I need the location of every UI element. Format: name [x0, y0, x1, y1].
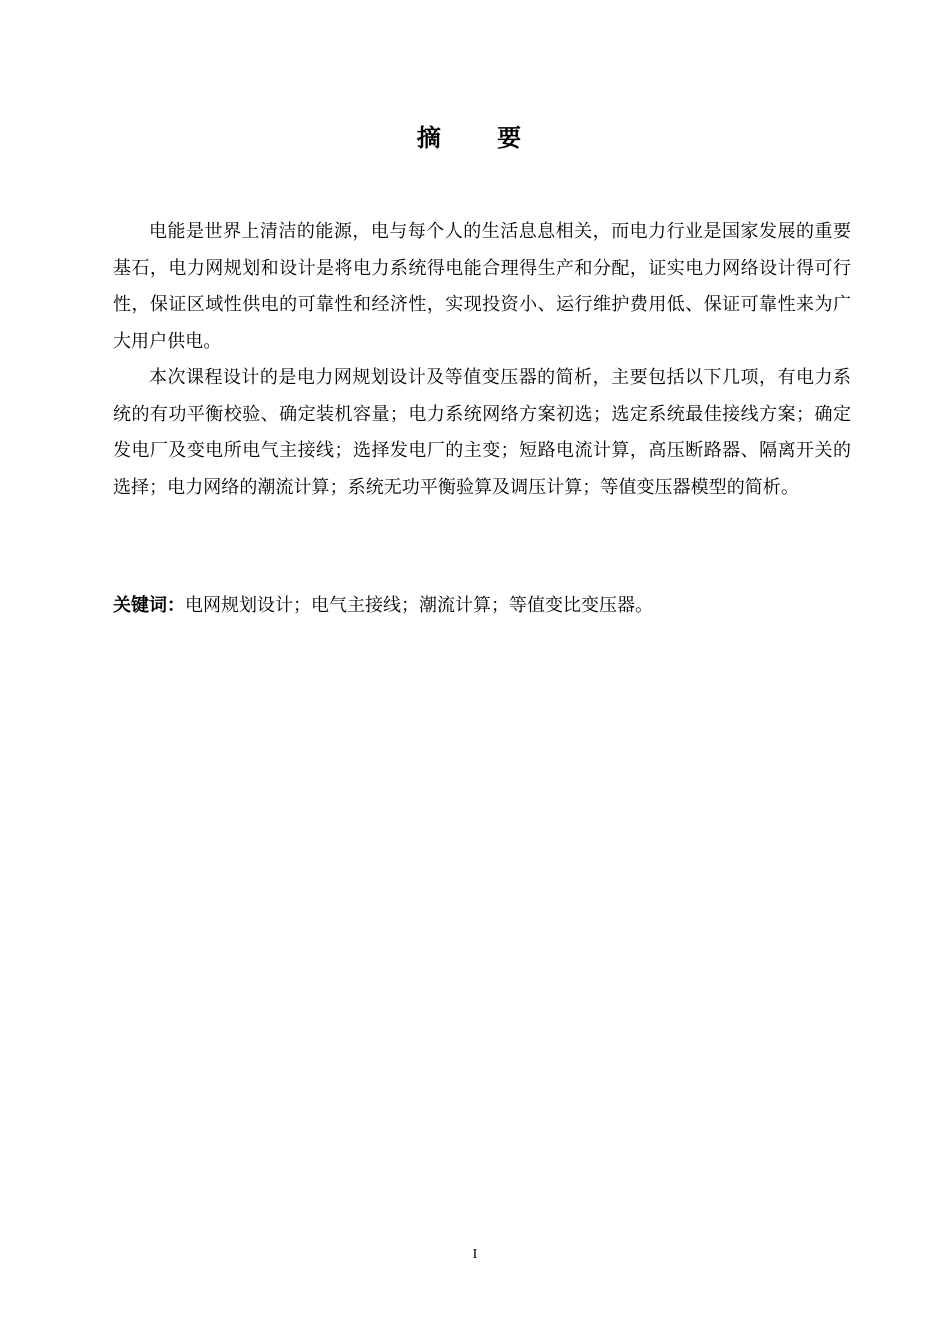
keywords-line [113, 590, 851, 622]
abstract-title: 摘 要 [416, 124, 546, 152]
page-number: I [472, 1247, 478, 1262]
keywords-label: 关键词： [113, 595, 185, 616]
keywords-text: 电网规划设计；电气主接线；潮流计算；等值变比变压器。 [185, 595, 653, 616]
abstract-body [113, 214, 851, 506]
abstract-paragraph-2: 本次课程设计的是电力网规划设计及等值变压器的简析，主要包括以下几项，有电力系统的有功平衡校验、确定装机容量；电力系统网络方案初选；选定系统最佳接线方案；确定发电厂及变电所电气主接线；选择发电厂的主变；短路电流计算，高压断路器、隔离开关的选择；电力网络的潮流计算；系统无功平衡验算及调压计算；等值变压器模型的简析。 [113, 367, 851, 498]
abstract-paragraph-1: 电能是世界上清洁的能源，电与每个人的生活息息相关，而电力行业是国家发展的重要基石，电力网规划和设计是将电力系统得电能合理得生产和分配，证实电力网络设计得可行性，保证区域性供电的可靠性和经济性，实现投资小、运行维护费用低、保证可靠性来为广大用户供电。 [113, 221, 851, 352]
